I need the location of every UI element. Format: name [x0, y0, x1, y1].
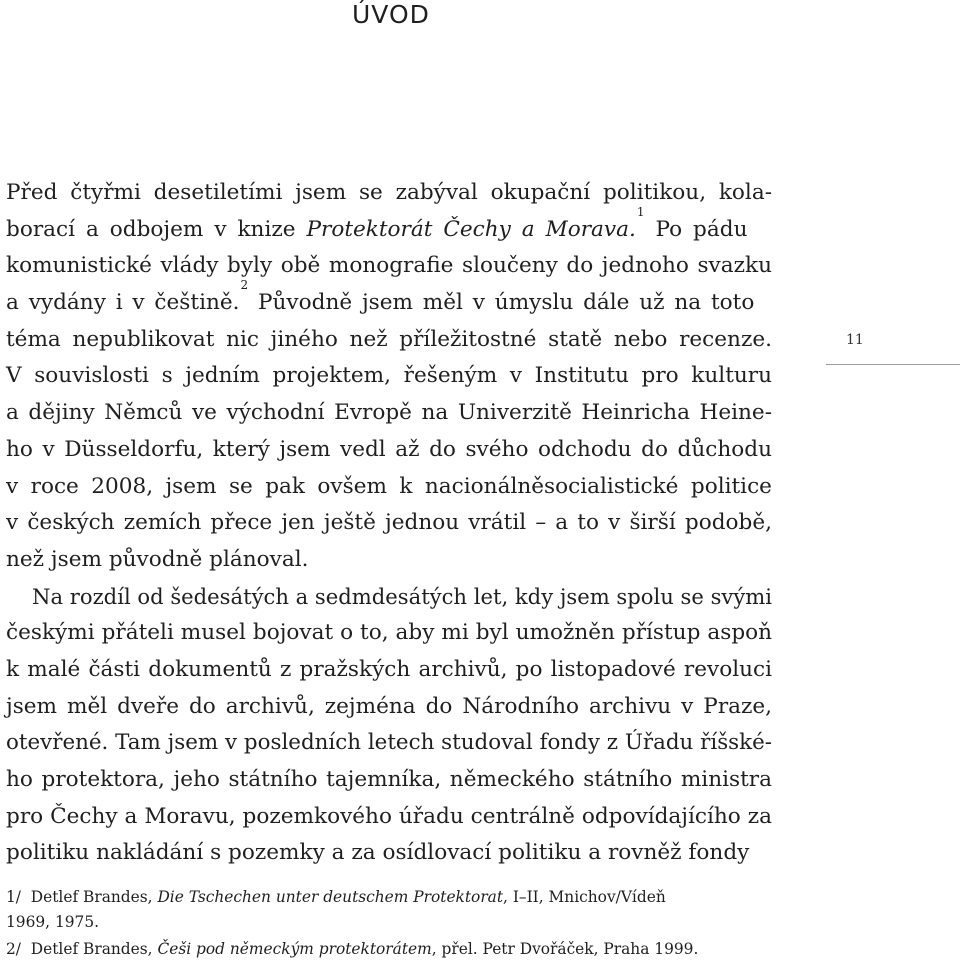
- line-text: Původně jsem měl v úmyslu dále už na toto: [248, 290, 755, 316]
- line-text: než jsem původně plánoval.: [6, 546, 309, 572]
- line-text: Na rozdíl od šedesátých a sedmdesátých let, kdy jsem spolu se svými: [32, 583, 773, 609]
- text-line: [6, 615, 772, 652]
- line-text: v roce 2008, jsem se pak ovšem k nacionálněsocialistické politice: [6, 473, 772, 499]
- text-line: [6, 469, 772, 506]
- footnote-text: , přel. Petr Dvořáček, Praha 1999.: [431, 940, 699, 958]
- footnote-number: 1/: [6, 888, 21, 906]
- line-text: téma nepublikovat nic jiného než příležitostné statě nebo recenze.: [6, 326, 772, 352]
- footnote-ref-1[interactable]: 1: [636, 204, 645, 219]
- footnote-text: , I–II, Mnichov/Vídeň: [503, 888, 666, 906]
- footnote-title-italic: Češi pod německým protektorátem: [157, 940, 432, 958]
- line-text: a vydány i v češtině.: [6, 290, 240, 316]
- text-line: [6, 204, 772, 249]
- text-line: [6, 432, 772, 469]
- page-number: 11: [846, 332, 864, 348]
- line-text: V souvislosti s jedním projektem, řešeným v Institutu pro kulturu: [6, 363, 773, 389]
- text-line: [6, 248, 772, 285]
- text-line: [6, 278, 772, 322]
- line-text: borací a odbojem v knize: [6, 216, 307, 242]
- line-text: ho v Düsseldorfu, který jsem vedl až do svého odchodu do důchodu: [6, 436, 772, 462]
- text-line: [6, 835, 772, 872]
- text-line: [6, 505, 772, 542]
- footnote-1: [6, 885, 776, 910]
- line-text: jsem měl dveře do archivů, zejména do Národního archivu v Praze,: [6, 693, 773, 719]
- footnote-text: Detlef Brandes,: [30, 888, 158, 906]
- text-line: [6, 689, 772, 726]
- text-line: [6, 358, 772, 395]
- text-line: [6, 322, 772, 359]
- footnotes: [6, 885, 776, 962]
- line-text: komunistické vlády byly obě monografie sloučeny do jednoho svazku: [6, 253, 772, 279]
- footnote-text: Detlef Brandes,: [30, 940, 158, 958]
- footnote-title-italic: Die Tschechen unter deutschem Protektorat: [157, 888, 504, 906]
- line-text: pro Čechy a Moravu, pozemkového úřadu centrálně odpovídajícího za: [6, 803, 772, 829]
- book-title-italic: Protektorát Čechy a Morava.: [306, 216, 636, 242]
- line-text: ho protektora, jeho státního tajemníka, německého státního ministra: [6, 767, 772, 792]
- footnote-number: 2/: [6, 940, 21, 958]
- footnote-1-continued: [6, 910, 776, 935]
- text-line: [6, 175, 772, 212]
- line-text: otevřené. Tam jsem v posledních letech studoval fondy z Úřadu říšské-: [6, 730, 773, 756]
- line-text: Po pádu: [644, 216, 748, 242]
- footnote-2: [6, 937, 776, 962]
- line-text: politiku nakládání s pozemky a za osídlovací politiku a rovněž fondy: [6, 840, 750, 866]
- chapter-heading: ÚVOD: [352, 0, 430, 29]
- line-text: k malé části dokumentů z pražských archivů, po listopadové revoluci: [6, 656, 773, 682]
- text-line: [6, 579, 772, 616]
- text-line: [6, 762, 772, 799]
- text-line: [6, 542, 772, 579]
- text-line: [6, 725, 772, 762]
- text-line: [6, 652, 772, 689]
- page-number-rule: [826, 364, 960, 365]
- footnote-text: 1969, 1975.: [6, 913, 100, 931]
- text-line: [6, 395, 772, 432]
- line-text: v českých zemích přece jen ještě jednou vrátil – a to v širší podobě,: [6, 510, 772, 536]
- body-text: [6, 175, 772, 872]
- line-text: českými přáteli musel bojovat o to, aby mi byl umožněn přístup aspoň: [6, 620, 773, 646]
- line-text: a dějiny Němců ve východní Evropě na Univerzitě Heinricha Heine-: [6, 400, 772, 426]
- text-line: [6, 799, 772, 836]
- line-text: Před čtyřmi desetiletími jsem se zabýval okupační politikou, kola-: [6, 180, 772, 205]
- footnote-ref-2[interactable]: 2: [240, 278, 249, 293]
